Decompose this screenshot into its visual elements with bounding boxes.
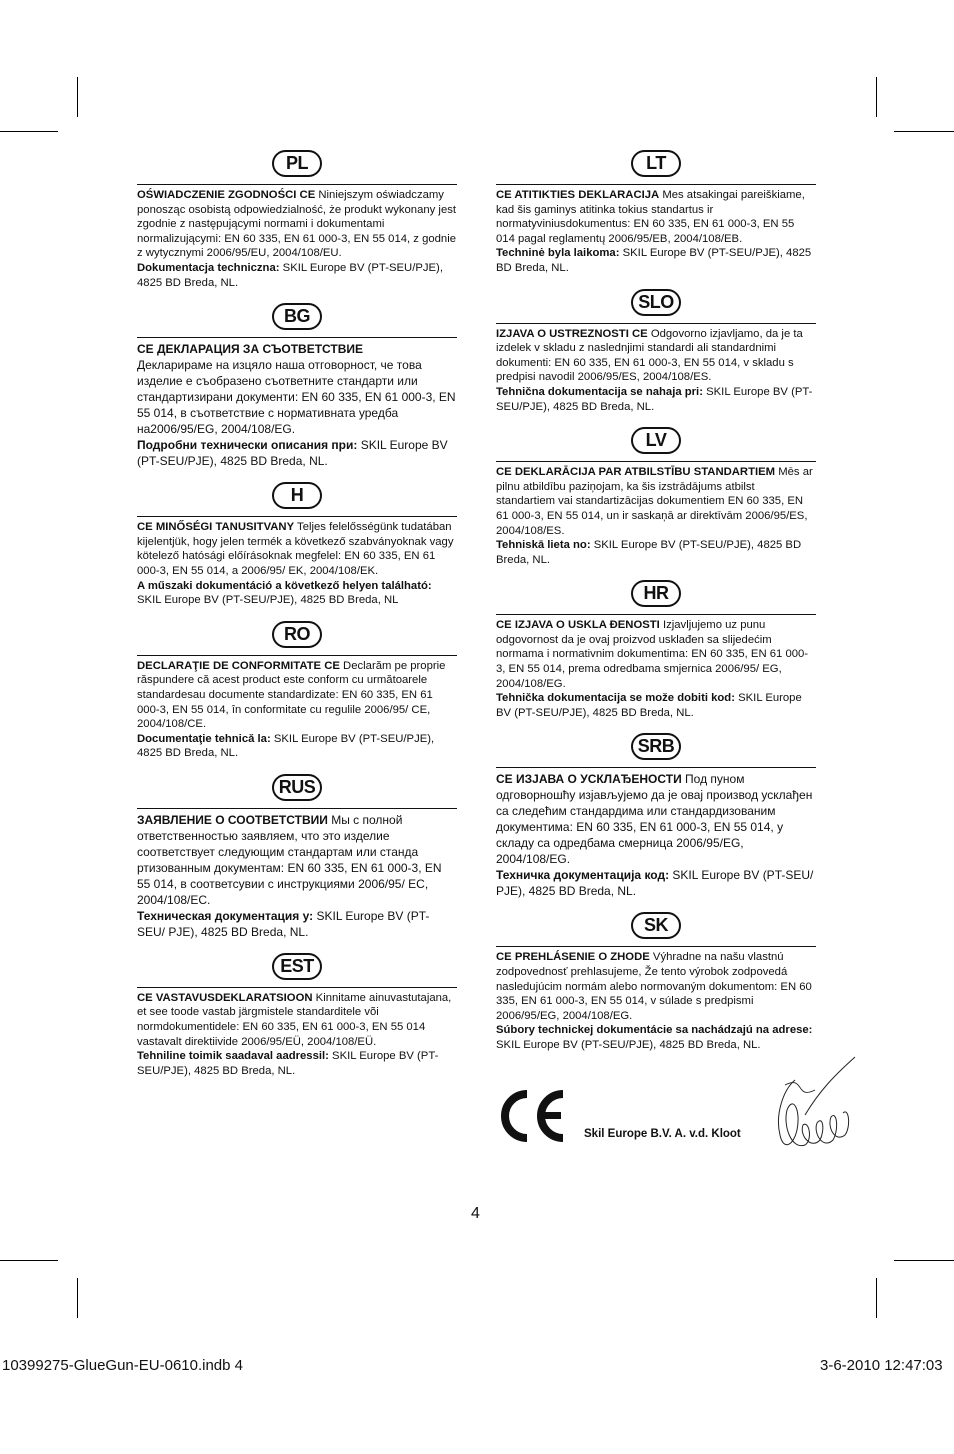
- country-badge: EST: [272, 953, 322, 980]
- right-column: [496, 150, 816, 1053]
- doc-label: Подробни технически описания при:: [137, 438, 358, 453]
- doc-label: A műszaki dokumentáció a következő helyen található:: [137, 579, 432, 592]
- country-badge: BG: [272, 303, 322, 330]
- declaration-text: CE ATITIKTIES DEKLARACIJA Mes atsakingai pareiškiame, kad šis gaminys atitinka tokius standartus ir normatyviniusdokumentus: EN 60 335, EN 61 000-3, EN 55 014 pagal reglamentų 2006/95/EB, 2004/108/EB. Techninė byla laikoma: SKIL Europe BV (PT-SEU/PJE), 4825 BD Breda, NL.: [496, 189, 812, 274]
- declaration-title: CE IZJAVA O USKLA ĐENOSTI: [496, 619, 660, 632]
- doc-label: Dokumentacja techniczna:: [137, 261, 280, 274]
- declaration-text: DECLARAŢIE DE CONFORMITATE CE Declarăm pe proprie răspundere că acest product este conform cu următoarele standardesau documente standardizate: EN 60 335, EN 61 000-3, EN 55 014, în conformitate cu regulile 2006/95/ CE, 2004/108/CE. Documentaţie tehnică la: SKIL Europe BV (PT-SEU/PJE), 4825 BD Breda, NL.: [137, 659, 446, 760]
- declaration-title: CE ATITIKTIES DEKLARACIJA: [496, 189, 660, 201]
- signature-icon: [765, 1055, 865, 1160]
- declaration-hr: [496, 580, 816, 720]
- doc-label: Súbory technickej dokumentácie sa nachádzajú na adrese:: [496, 1024, 813, 1037]
- declaration-bg: [137, 303, 457, 469]
- declaration-text: CE IZJAVA O USKLA ĐENOSTI Izjavljujemo uz punu odgovornost da je ovaj proizvod usklađen sa slijedećim normama i normativnim dokumentima: EN 60 335, EN 61 000-3, EN 55 014, prema odredbama smjernica 2006/95/ EG, 2004/108/EG. Tehnička dokumentacija se može dobiti kod: SKIL Europe BV (PT-SEU/PJE), 4825 BD Breda, NL.: [496, 619, 809, 719]
- ce-mark-icon: [497, 1088, 567, 1144]
- country-badge: RUS: [272, 774, 322, 801]
- declaration-text: OŚWIADCZENIE ZGODNOŚCI CE Niniejszym oświadczamy ponosząc osobistą odpowiedzialność, że produkt wykonany jest zgodnie z następującymi normami i dokumentami normalizującymi: EN 60 335, EN 61 000-3, EN 55 014, z godnie z wytycznymi 2006/95/EU, 2004/108/EU. Dokumentacja techniczna: SKIL Europe BV (PT-SEU/PJE), 4825 BD Breda, NL.: [137, 189, 457, 289]
- declaration-title: ЗАЯВЛЕНИЕ О СООТВЕТСТВИИ: [137, 812, 328, 827]
- doc-label: Tehnična dokumentacija se nahaja pri:: [496, 385, 703, 398]
- declaration-title: DECLARAŢIE DE CONFORMITATE CE: [137, 659, 340, 672]
- left-column: [137, 150, 457, 1078]
- declaration-title: OŚWIADCZENIE ZGODNOŚCI CE: [137, 189, 316, 201]
- country-badge: LT: [631, 150, 681, 177]
- doc-label: Tehniskā lieta no:: [496, 539, 591, 552]
- declaration-est: [137, 953, 457, 1079]
- declaration-ro: [137, 621, 457, 761]
- crop-mark: [77, 1278, 78, 1318]
- divider: [137, 987, 457, 988]
- declaration-lt: [496, 150, 816, 276]
- footer-datetime: 3-6-2010 12:47:03: [820, 1357, 943, 1374]
- declaration-title: CE MINŐSÉGI TANUSITVANY: [137, 521, 295, 534]
- declaration-pl: [137, 150, 457, 290]
- divider: [496, 767, 816, 768]
- page-number: 4: [471, 1205, 480, 1222]
- country-badge: LV: [631, 427, 681, 454]
- footer-file: 10399275-GlueGun-EU-0610.indb 4: [2, 1357, 244, 1374]
- declaration-text: CE MINŐSÉGI TANUSITVANY Teljes felelősségünk tudatában kijelentjük, hogy jelen termék a következő szabványoknak vagy kötelező hatósági előírásoknak megfelel: EN 60 335, EN 61 000-3, EN 55 014, a 2006/95/ EK, 2004/108/EK. A műszaki dokumentáció a következő helyen található: SKIL Europe BV (PT-SEU/PJE), 4825 BD Breda, NL: [137, 521, 454, 607]
- country-badge: PL: [272, 150, 322, 177]
- declaration-h: [137, 482, 457, 608]
- country-badge: SRB: [631, 733, 681, 760]
- declaration-text: CE ИЗJАВА О УСКЛАЂЕНОСТИ Под пуном одговорношћу изјављуjемо да је овај производ усклађен са следећим стандардима или стандардизованим документима: EN 60 335, EN 61 000-3, EN 55 014, у складу са одредбама смерница 2006/95/EG, 2004/108/EG. Техничка документација код: SKIL Europe BV (PT-SEU/ PJE), 4825 BD Breda, NL.: [496, 772, 814, 899]
- crop-mark: [876, 77, 877, 117]
- country-badge: HR: [631, 580, 681, 607]
- country-badge: SLO: [631, 289, 681, 316]
- declaration-text: CE PREHLÁSENIE O ZHODE Výhradne na našu vlastnú zodpovednosť prehlasujeme, Že tento výrobok zodpovedá nasledujúcim normám alebo normovaným dokumentom: EN 60 335, EN 61 000-3, EN 55 014, v súlade s predpismi 2006/95/EG, 2004/108/EG. Súbory technickej dokumentácie sa nachádzajú na adrese: SKIL Europe BV (PT-SEU/PJE), 4825 BD Breda, NL.: [496, 951, 813, 1051]
- doc-label: Techninė byla laikoma:: [496, 247, 620, 260]
- doc-label: Tehnička dokumentacija se može dobiti kod:: [496, 692, 735, 705]
- crop-mark: [876, 1278, 877, 1318]
- divider: [496, 323, 816, 324]
- divider: [137, 655, 457, 656]
- divider: [496, 184, 816, 185]
- declaration-srb: [496, 733, 816, 899]
- declaration-title: CE ИЗJАВА О УСКЛАЂЕНОСТИ: [496, 772, 682, 787]
- declaration-title: IZJAVA O USTREZNOSTI CE: [496, 327, 648, 340]
- declaration-text: CE DEKLARĀCIJA PAR ATBILSTĪBU STANDARTIEM Mēs ar pilnu atbildību paziņojam, ka šis izstrādājums atbilst standartiem vai standartizācijas dokumentiem EN 60 335, EN 61 000-3, EN 55 014, un ir saskaņā ar direktīvām 2006/95/ES, 2004/108/ES. Tehniskā lieta no: SKIL Europe BV (PT-SEU/PJE), 4825 BD Breda, NL.: [496, 466, 813, 566]
- country-badge: RO: [272, 621, 322, 648]
- declaration-text: ЗАЯВЛЕНИЕ О СООТВЕТСТВИИ Мы с полной ответственностью заявляем, что это изделие соответствует следующим стандартам или станда ртизованным документам: EN 60 335, EN 61 000-3, EN 55 014, в соответсувии с инструкциями 2006/95/ EC, 2004/108/EC. Техническая документация у: SKIL Europe BV (PT-SEU/ PJE), 4825 BD Breda, NL.: [137, 812, 442, 939]
- doc-label: Техничка документација код:: [496, 868, 670, 883]
- declaration-title: CE VASTAVUSDEKLARATSIOON: [137, 991, 313, 1004]
- divider: [137, 808, 457, 809]
- country-badge: H: [272, 482, 322, 509]
- divider: [496, 946, 816, 947]
- crop-mark: [0, 131, 58, 132]
- crop-mark: [77, 77, 78, 117]
- crop-mark: [894, 1260, 954, 1261]
- doc-label: Техническая документация у:: [137, 908, 314, 923]
- divider: [137, 516, 457, 517]
- declaration-lv: [496, 427, 816, 567]
- declaration-rus: [137, 774, 457, 940]
- crop-mark: [894, 131, 954, 132]
- divider: [496, 614, 816, 615]
- divider: [137, 184, 457, 185]
- declaration-title: CE PREHLÁSENIE O ZHODE: [496, 951, 650, 964]
- declaration-slo: [496, 289, 816, 415]
- doc-label: Documentaţie tehnică la:: [137, 732, 271, 745]
- declaration-text: IZJAVA O USTREZNOSTI CE Odgovorno izjavljamo, da je ta izdelek v skladu z naslednjimi standardi ali standardnimi dokumenti: EN 60 335, EN 61 000-3, EN 55 014, v skladu s predpisi navodil 2006/95/ES, 2004/108/ES. Tehnična dokumentacija se nahaja pri: SKIL Europe BV (PT-SEU/PJE), 4825 BD Breda, NL.: [496, 327, 813, 413]
- divider: [496, 461, 816, 462]
- declaration-title: CE DEKLARĀCIJA PAR ATBILSTĪBU STANDARTIEM: [496, 466, 776, 479]
- declaration-title: CE ДЕКЛАРАЦИЯ ЗА СЪОТВЕТСТВИЕ: [137, 342, 364, 357]
- country-badge: SK: [631, 912, 681, 939]
- declaration-sk: [496, 912, 816, 1052]
- signatory-name: Skil Europe B.V. A. v.d. Kloot: [584, 1128, 741, 1140]
- doc-label: Tehniline toimik saadaval aadressil:: [137, 1050, 329, 1063]
- crop-mark: [0, 1260, 58, 1261]
- declaration-text: CE VASTAVUSDEKLARATSIOON Kinnitame ainuvastutajana, et see toode vastab järgmistele standarditele või normdokumentidele: EN 60 335, EN 61 000-3, EN 55 014 vastavalt direktiivide 2006/95/EÜ, 2004/108/EÜ. Tehniline toimik saadaval aadressil: SKIL Europe BV (PT-SEU/PJE), 4825 BD Breda, NL.: [137, 991, 452, 1077]
- declaration-text: CE ДЕКЛАРАЦИЯ ЗА СЪОТВЕТСТВИЕ Декларираме на изцяло наша отговорност, че това изделие е съобразено съответните стандарти или стандартизирани документи: EN 60 335, EN 61 000-3, EN 55 014, в съответствие с нормативната уредба на2006/95/EG, 2004/108/EG. Подробни технически описания при: SKIL Europe BV (PT-SEU/PJE), 4825 BD Breda, NL.: [137, 342, 456, 469]
- divider: [137, 337, 457, 338]
